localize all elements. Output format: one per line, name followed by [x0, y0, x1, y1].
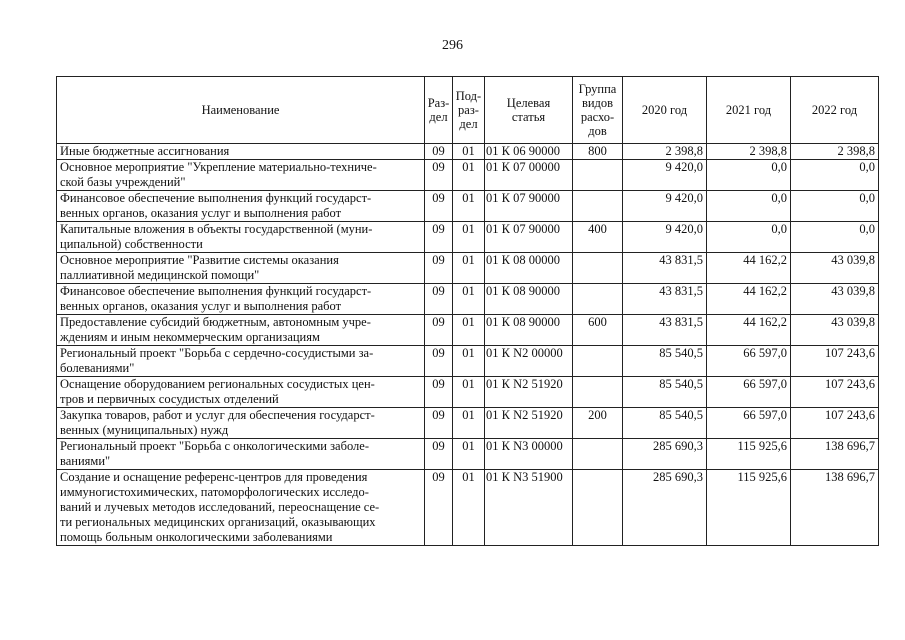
cell-subsection: 01 — [453, 439, 485, 470]
cell-subsection: 01 — [453, 144, 485, 160]
cell-name: Основное мероприятие "Развитие системы оказания паллиативной медицинской помощи" — [57, 253, 425, 284]
cell-target-article: 01 К N3 51900 — [485, 470, 573, 546]
cell-expense-group — [573, 253, 623, 284]
cell-name: Региональный проект "Борьба с онкологическими заболе- ваниями" — [57, 439, 425, 470]
cell-section: 09 — [425, 284, 453, 315]
cell-name: Создание и оснащение референс-центров для проведения иммуногистохимических, патоморфологических исследо- ваний и лучевых методов исследований, переоснащение се- ти региональных медицинских организаций, оказывающих помощь больным онкологическими заболеваниями — [57, 470, 425, 546]
cell-name: Иные бюджетные ассигнования — [57, 144, 425, 160]
cell-target-article: 01 К 07 90000 — [485, 191, 573, 222]
cell-2022: 43 039,8 — [791, 253, 879, 284]
cell-expense-group: 600 — [573, 315, 623, 346]
cell-expense-group — [573, 346, 623, 377]
cell-expense-group — [573, 284, 623, 315]
cell-expense-group — [573, 377, 623, 408]
cell-expense-group: 400 — [573, 222, 623, 253]
cell-2021: 44 162,2 — [707, 315, 791, 346]
header-2022: 2022 год — [791, 77, 879, 144]
cell-2021: 44 162,2 — [707, 284, 791, 315]
cell-expense-group: 800 — [573, 144, 623, 160]
cell-2022: 138 696,7 — [791, 470, 879, 546]
cell-2021: 44 162,2 — [707, 253, 791, 284]
cell-2020: 43 831,5 — [623, 253, 707, 284]
header-section — [425, 77, 453, 144]
table-row — [57, 284, 879, 315]
table-row — [57, 470, 879, 546]
cell-2020: 285 690,3 — [623, 470, 707, 546]
cell-2020: 9 420,0 — [623, 222, 707, 253]
table-row — [57, 439, 879, 470]
cell-expense-group — [573, 160, 623, 191]
cell-2021: 0,0 — [707, 222, 791, 253]
cell-expense-group — [573, 191, 623, 222]
cell-target-article: 01 К N2 51920 — [485, 408, 573, 439]
budget-table — [56, 76, 879, 546]
cell-expense-group: 200 — [573, 408, 623, 439]
cell-section: 09 — [425, 222, 453, 253]
cell-target-article: 01 К N2 51920 — [485, 377, 573, 408]
cell-section: 09 — [425, 315, 453, 346]
header-2020: 2020 год — [623, 77, 707, 144]
cell-2022: 0,0 — [791, 160, 879, 191]
header-target-article — [485, 77, 573, 144]
cell-subsection: 01 — [453, 470, 485, 546]
cell-subsection: 01 — [453, 346, 485, 377]
header-expense-group — [573, 77, 623, 144]
cell-2020: 2 398,8 — [623, 144, 707, 160]
cell-section: 09 — [425, 253, 453, 284]
header-row — [57, 77, 879, 144]
cell-section: 09 — [425, 439, 453, 470]
table-row — [57, 222, 879, 253]
table-body — [57, 144, 879, 546]
cell-2020: 43 831,5 — [623, 315, 707, 346]
cell-2022: 107 243,6 — [791, 346, 879, 377]
cell-name: Региональный проект "Борьба с сердечно-сосудистыми за- болеваниями" — [57, 346, 425, 377]
cell-2021: 66 597,0 — [707, 377, 791, 408]
header-subsection-label: Под- раз- дел — [455, 89, 482, 131]
table-header — [57, 77, 879, 144]
table-row — [57, 346, 879, 377]
header-target-article-label: Целевая статья — [506, 96, 551, 124]
header-expense-group-label: Группа видов расхо- дов — [578, 82, 617, 138]
cell-section: 09 — [425, 144, 453, 160]
cell-section: 09 — [425, 377, 453, 408]
cell-2022: 107 243,6 — [791, 408, 879, 439]
cell-name: Капитальные вложения в объекты государственной (муни- ципальной) собственности — [57, 222, 425, 253]
cell-section: 09 — [425, 191, 453, 222]
table-row — [57, 315, 879, 346]
cell-name: Финансовое обеспечение выполнения функций государст- венных органов, оказания услуг и выполнения работ — [57, 284, 425, 315]
cell-name: Финансовое обеспечение выполнения функций государст- венных органов, оказания услуг и выполнения работ — [57, 191, 425, 222]
cell-2022: 0,0 — [791, 222, 879, 253]
cell-expense-group — [573, 439, 623, 470]
header-name: Наименование — [57, 77, 425, 144]
cell-name: Предоставление субсидий бюджетным, автономным учре- ждениям и иным некоммерческим организациям — [57, 315, 425, 346]
cell-section: 09 — [425, 408, 453, 439]
cell-subsection: 01 — [453, 222, 485, 253]
cell-2020: 85 540,5 — [623, 377, 707, 408]
cell-target-article: 01 К 06 90000 — [485, 144, 573, 160]
cell-subsection: 01 — [453, 253, 485, 284]
cell-subsection: 01 — [453, 284, 485, 315]
header-2021: 2021 год — [707, 77, 791, 144]
table-row — [57, 377, 879, 408]
cell-2021: 66 597,0 — [707, 346, 791, 377]
cell-target-article: 01 К 07 90000 — [485, 222, 573, 253]
cell-2022: 43 039,8 — [791, 315, 879, 346]
table-row — [57, 191, 879, 222]
header-section-label: Раз- дел — [427, 96, 450, 124]
cell-2022: 2 398,8 — [791, 144, 879, 160]
cell-2020: 43 831,5 — [623, 284, 707, 315]
cell-name: Основное мероприятие "Укрепление материально-техниче- ской базы учреждений" — [57, 160, 425, 191]
cell-target-article: 01 К N3 00000 — [485, 439, 573, 470]
cell-2022: 138 696,7 — [791, 439, 879, 470]
cell-target-article: 01 К N2 00000 — [485, 346, 573, 377]
header-subsection — [453, 77, 485, 144]
cell-section: 09 — [425, 470, 453, 546]
cell-2020: 285 690,3 — [623, 439, 707, 470]
cell-section: 09 — [425, 346, 453, 377]
table-row — [57, 253, 879, 284]
cell-target-article: 01 К 08 90000 — [485, 315, 573, 346]
table-row — [57, 408, 879, 439]
cell-2021: 115 925,6 — [707, 439, 791, 470]
cell-2020: 85 540,5 — [623, 346, 707, 377]
cell-subsection: 01 — [453, 377, 485, 408]
cell-2021: 115 925,6 — [707, 470, 791, 546]
cell-subsection: 01 — [453, 191, 485, 222]
cell-2020: 85 540,5 — [623, 408, 707, 439]
cell-target-article: 01 К 08 00000 — [485, 253, 573, 284]
cell-2021: 0,0 — [707, 191, 791, 222]
cell-2022: 43 039,8 — [791, 284, 879, 315]
cell-name: Закупка товаров, работ и услуг для обеспечения государст- венных (муниципальных) нужд — [57, 408, 425, 439]
cell-2022: 107 243,6 — [791, 377, 879, 408]
cell-2021: 0,0 — [707, 160, 791, 191]
table-row — [57, 160, 879, 191]
cell-2020: 9 420,0 — [623, 160, 707, 191]
page-number: 296 — [442, 38, 463, 53]
cell-2020: 9 420,0 — [623, 191, 707, 222]
cell-target-article: 01 К 08 90000 — [485, 284, 573, 315]
cell-subsection: 01 — [453, 315, 485, 346]
cell-2021: 66 597,0 — [707, 408, 791, 439]
cell-name: Оснащение оборудованием региональных сосудистых цен- тров и первичных сосудистых отделений — [57, 377, 425, 408]
cell-2021: 2 398,8 — [707, 144, 791, 160]
cell-section: 09 — [425, 160, 453, 191]
table-row — [57, 144, 879, 160]
cell-expense-group — [573, 470, 623, 546]
cell-subsection: 01 — [453, 408, 485, 439]
cell-2022: 0,0 — [791, 191, 879, 222]
cell-target-article: 01 К 07 00000 — [485, 160, 573, 191]
cell-subsection: 01 — [453, 160, 485, 191]
